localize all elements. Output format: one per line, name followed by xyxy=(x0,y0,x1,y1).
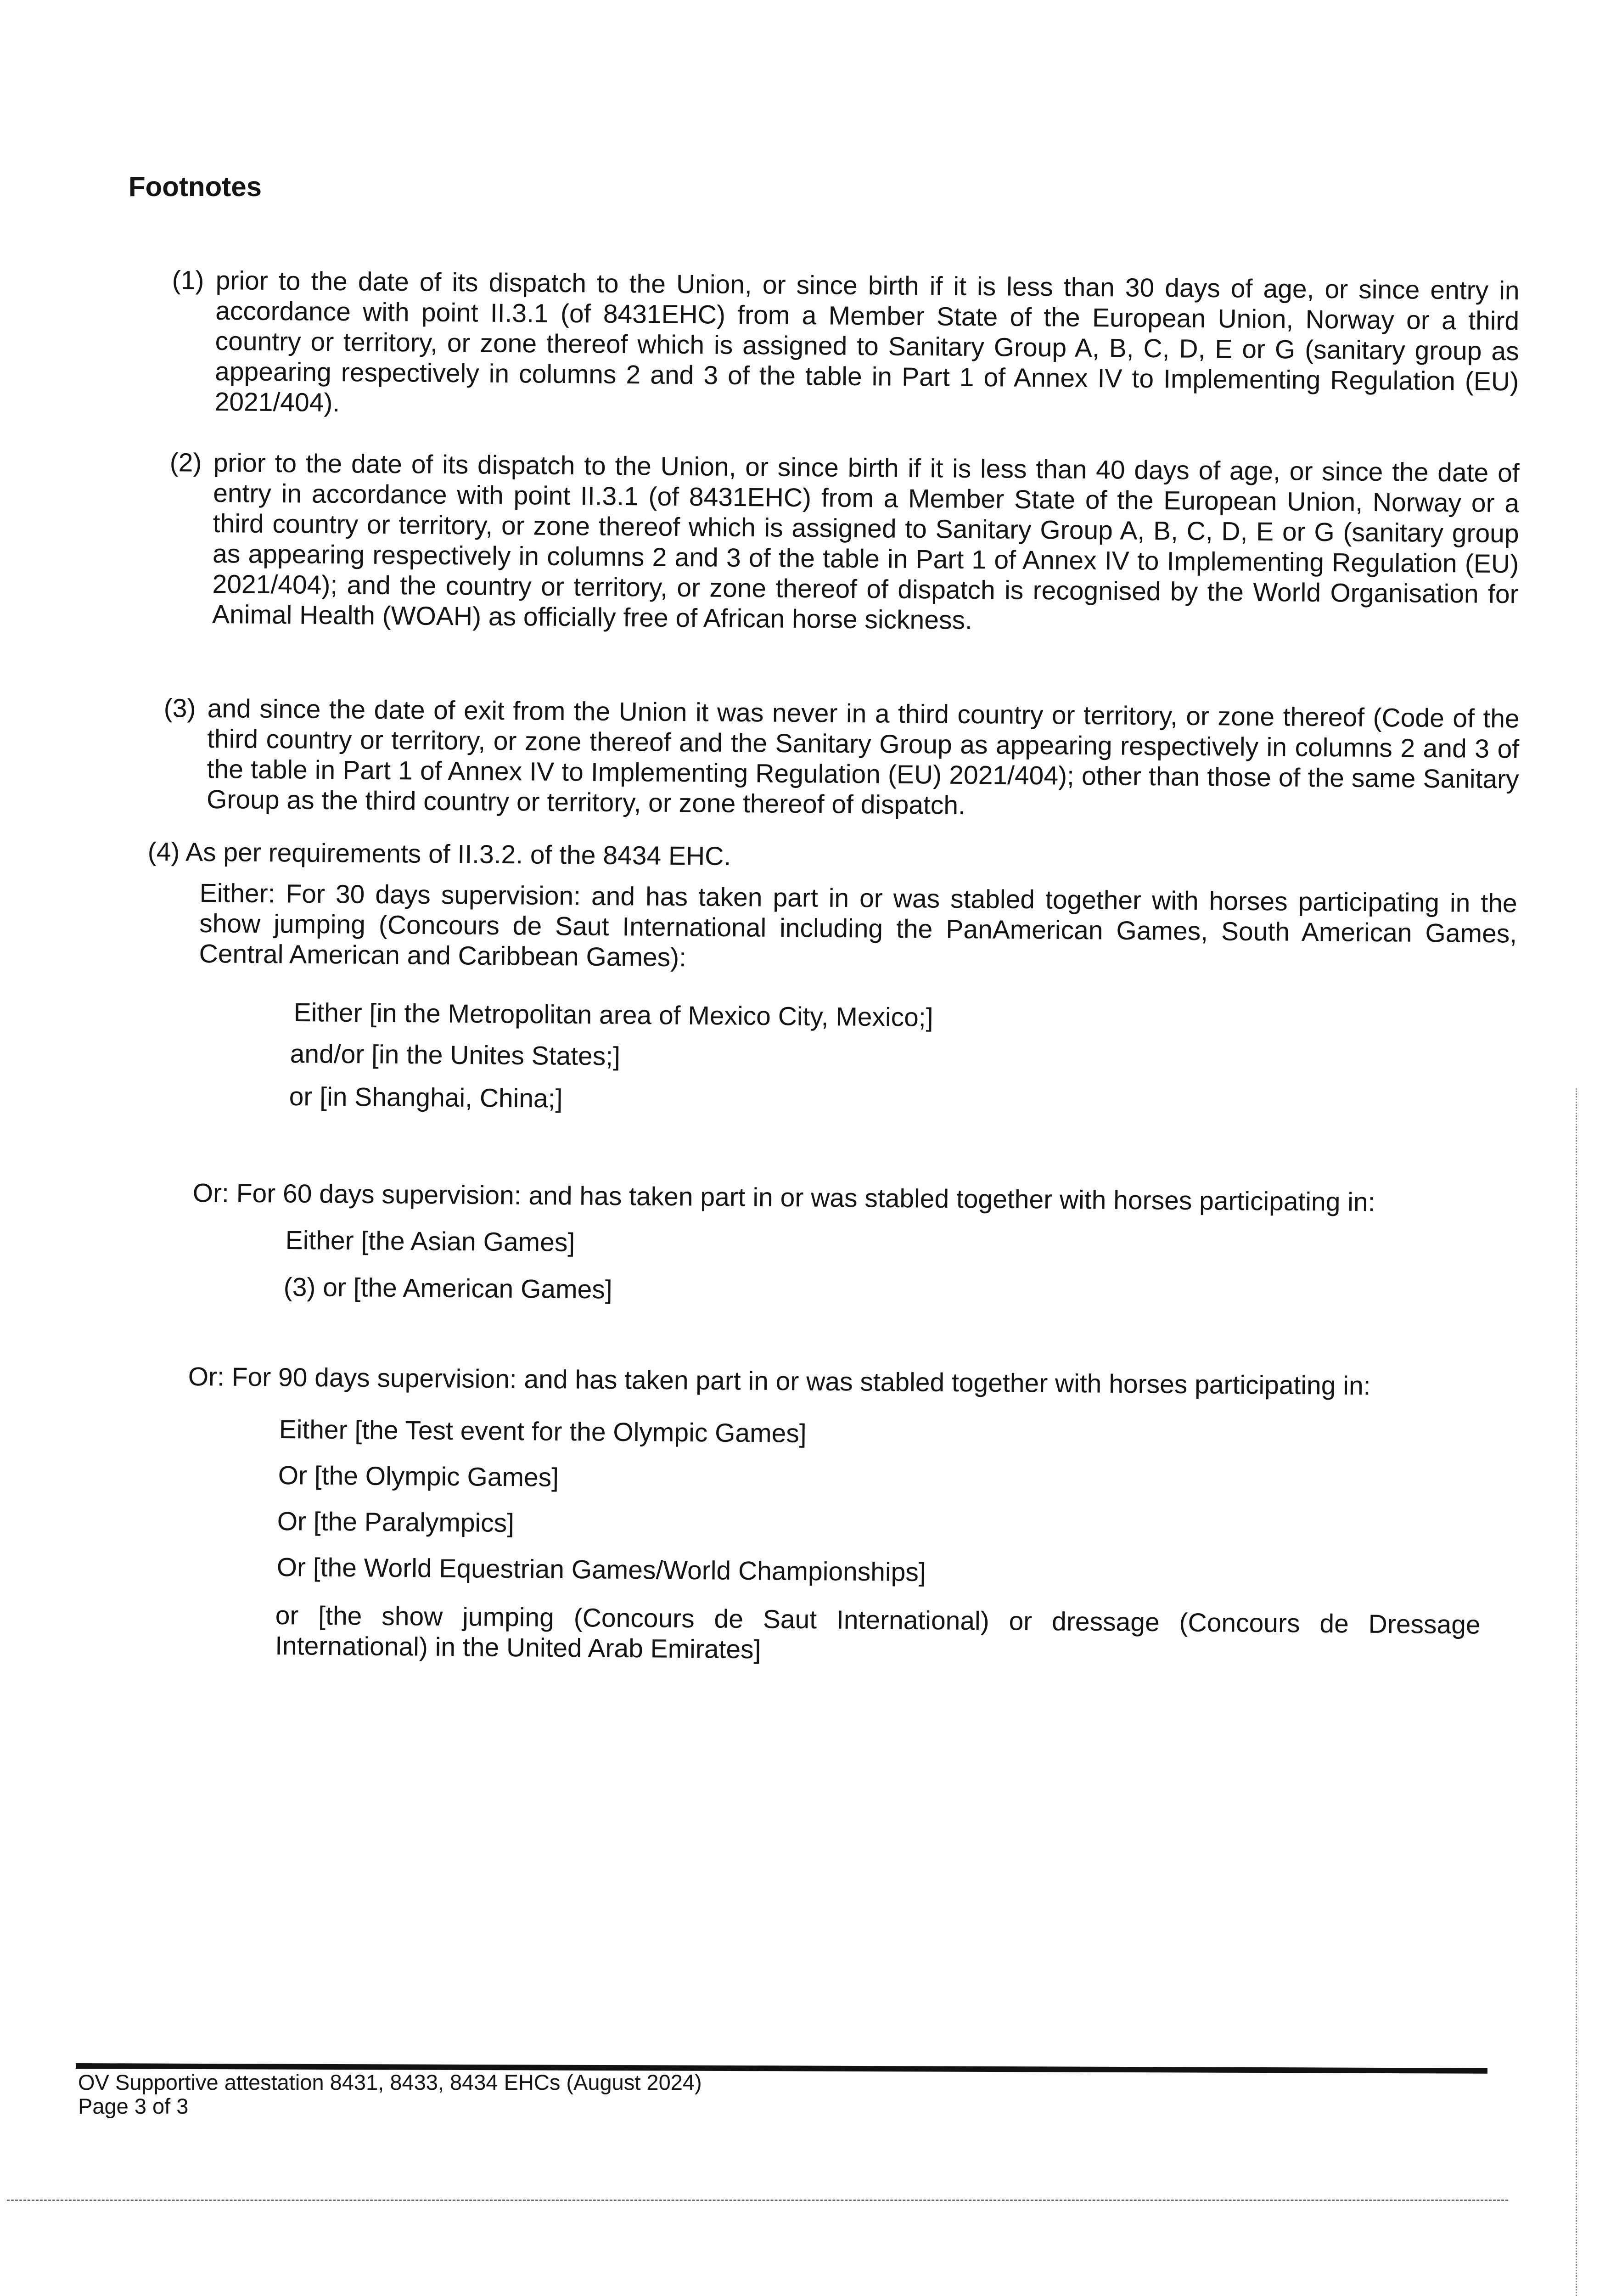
footnote-text: prior to the date of its dispatch to the Union, or since birth if it is less than 30 days of age, or since entry in accordance with point II.3.1 (of 8431EHC) from a Member State of the European Union, Norway or a third country or territory, or zone thereof which is assigned to Sanitary Group A, B, C, D, E or G (sanitary group as appearing respectively in columns 2 and 3 of the table in Part 1 of Annex IV to Implementing Regulation (EU) 2021/404). xyxy=(214,265,1520,418)
scan-edge-line xyxy=(7,2200,1508,2201)
list-item: Or [the Olympic Games] xyxy=(278,1461,559,1492)
footnote-number: (1) xyxy=(172,265,204,295)
footnote-text: and since the date of exit from the Union it was never in a third country or territory, or zone thereof (Code of the third country or territory, or zone thereof and the Sanitary Group as appearing respectively in columns 2 and 3 of the table in Part 1 of Annex IV to Implementing Regulation (EU) 2021/404); other than those of the same Sanitary Group as the third country or territory, or zone thereof of dispatch. xyxy=(206,694,1520,820)
footnote-text: prior to the date of its dispatch to the Union, or since birth if it is less than 40 days of age, or since the date of entry in accordance with point II.3.1 (of 8431EHC) from a Member State of the European Union, Norway or a third country or territory, or zone thereof which is assigned to Sanitary Group A, B, C, D, E or G (sanitary group as appearing respectively in columns 2 and 3 of the table in Part 1 of Annex IV to Implementing Regulation (EU) 2021/404); and the country or territory, or zone thereof of dispatch is recognised by the World Organisation for Animal Health (WOAH) as officially free of African horse sickness. xyxy=(212,448,1520,635)
list-item: Either [in the Metropolitan area of Mexico City, Mexico;] xyxy=(293,998,933,1032)
footnote-4-or-90-days: Or: For 90 days supervision: and has taken part in or was stabled together with horses participating in: xyxy=(188,1362,1371,1401)
footnote-2 xyxy=(169,448,1520,640)
list-item: (3) or [the American Games] xyxy=(283,1272,612,1305)
list-item: Or [the Paralympics] xyxy=(277,1507,515,1538)
footer-document-title: OV Supportive attestation 8431, 8433, 8434 EHCs (August 2024) xyxy=(78,2070,702,2094)
footnote-number: (3) xyxy=(163,693,196,723)
footnote-3 xyxy=(163,693,1520,825)
list-item: or [the show jumping (Concours de Saut International) or dressage (Concours de Dressage International) in the United Arab Emirates] xyxy=(275,1601,1481,1665)
footer-page-number: Page 3 of 3 xyxy=(78,2094,189,2118)
list-item: and/or [in the Unites States;] xyxy=(290,1039,621,1071)
scan-edge-mark xyxy=(1576,1088,1577,2296)
footnote-number: (2) xyxy=(169,448,202,478)
list-item: Or [the World Equestrian Games/World Championships] xyxy=(276,1553,926,1587)
footnote-4-intro: (4) As per requirements of II.3.2. of the 8434 EHC. xyxy=(147,837,731,871)
list-item: or [in Shanghai, China;] xyxy=(289,1082,563,1114)
list-item: Either [the Test event for the Olympic Games] xyxy=(279,1415,807,1449)
list-item: Either [the Asian Games] xyxy=(285,1226,575,1257)
footnote-1 xyxy=(172,265,1520,427)
footnote-4-either-30-days: Either: For 30 days supervision: and has taken part in or was stabled together with horses participating in the show jumping (Concours de Saut International including the PanAmerican Games, South American Games, Central American and Caribbean Games): xyxy=(199,878,1517,973)
footnotes-heading: Footnotes xyxy=(129,171,262,202)
footnote-4-or-60-days: Or: For 60 days supervision: and has taken part in or was stabled together with horses participating in: xyxy=(192,1178,1375,1217)
